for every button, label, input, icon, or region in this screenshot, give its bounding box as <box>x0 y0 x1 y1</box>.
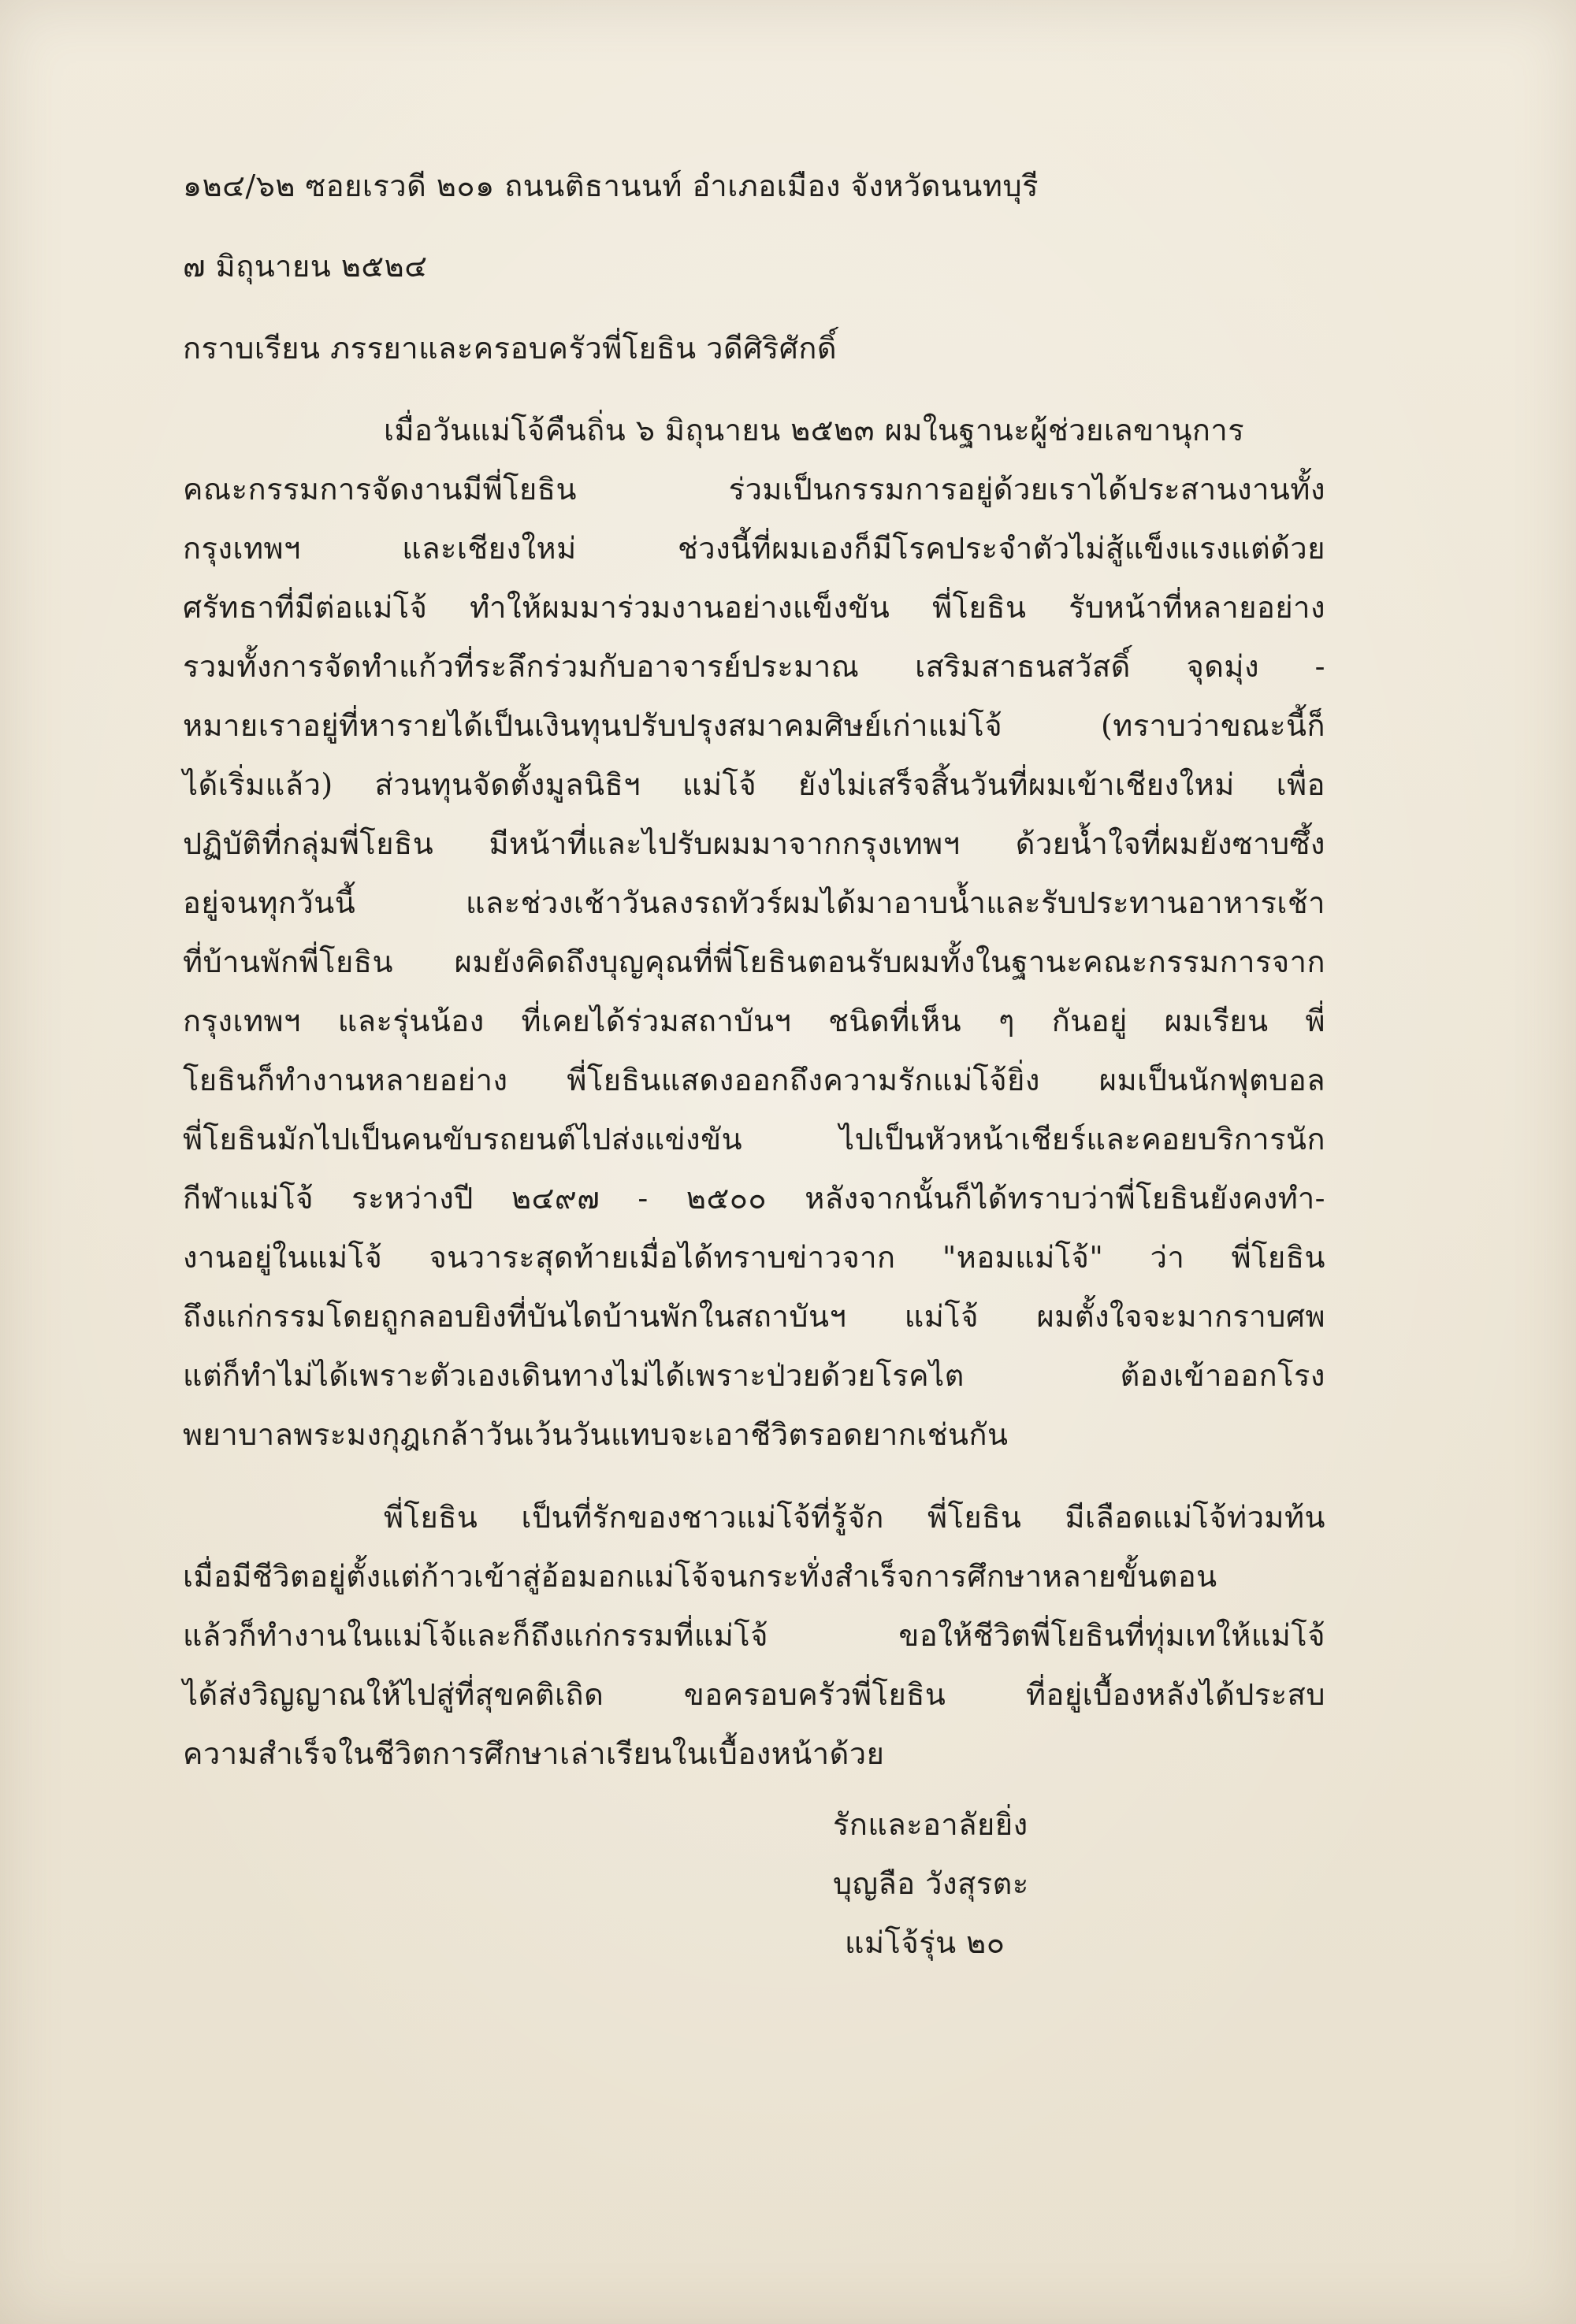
paragraph-1-line: เมื่อวันแม่โจ้คืนถิ่น ๖ มิถุนายน ๒๕๒๓ ผมในฐานะผู้ช่วยเลขานุการ <box>384 413 1245 447</box>
paragraph-1-line: ศรัทธาที่มีต่อแม่โจ้ ทำให้ผมมาร่วมงานอย่างแข็งขัน พี่โยธิน รับหน้าที่หลายอย่าง <box>183 590 1325 625</box>
paragraph-1-line: แต่ก็ทำไม่ได้เพราะตัวเองเดินทางไม่ได้เพราะป่วยด้วยโรคไต ต้องเข้าออกโรง <box>183 1358 1325 1393</box>
paragraph-2-line: เมื่อมีชีวิตอยู่ตั้งแต่ก้าวเข้าสู่อ้อมอกแม่โจ้จนกระทั่งสำเร็จการศึกษาหลายขั้นตอน <box>183 1559 1217 1594</box>
paragraph-2-line: พี่โยธิน เป็นที่รักของชาวแม่โจ้ที่รู้จัก พี่โยธิน มีเลือดแม่โจ้ท่วมท้น <box>384 1500 1325 1535</box>
paragraph-2-line: ได้ส่งวิญญาณให้ไปสู่ที่สุขคติเถิด ขอครอบครัวพี่โยธิน ที่อยู่เบื้องหลังได้ประสบ <box>183 1677 1325 1712</box>
paragraph-2-line: ความสำเร็จในชีวิตการศึกษาเล่าเรียนในเบื้องหน้าด้วย <box>183 1736 885 1771</box>
paragraph-1-line: กรุงเทพฯ และเชียงใหม่ ช่วงนี้ที่ผมเองก็มีโรคประจำตัวไม่สู้แข็งแรงแต่ด้วย <box>183 531 1325 566</box>
sender-address: ๑๒๔/๖๒ ซอยเรวดี ๒๐๑ ถนนติธานนท์ อำเภอเมือง จังหวัดนนทบุรี <box>183 169 1039 203</box>
paragraph-1-line: คณะกรรมการจัดงานมีพี่โยธิน ร่วมเป็นกรรมการอยู่ด้วยเราได้ประสานงานทั้ง <box>183 472 1325 507</box>
paragraph-1-line: หมายเราอยู่ที่หารายได้เป็นเงินทุนปรับปรุงสมาคมศิษย์เก่าแม่โจ้ (ทราบว่าขณะนี้ก็ <box>183 708 1325 743</box>
paragraph-1-line: กรุงเทพฯ และรุ่นน้อง ที่เคยได้ร่วมสถาบันฯ ชนิดที่เห็น ๆ กันอยู่ ผมเรียน พี่ <box>183 1004 1325 1038</box>
paragraph-1-line: ที่บ้านพักพี่โยธิน ผมยังคิดถึงบุญคุณที่พี่โยธินตอนรับผมทั้งในฐานะคณะกรรมการจาก <box>183 945 1325 979</box>
paragraph-1-line: รวมทั้งการจัดทำแก้วที่ระลึกร่วมกับอาจารย์ประมาณ เสริมสาธนสวัสดิ์ จุดมุ่ง - <box>183 649 1325 684</box>
letter-date: ๗ มิถุนายน ๒๕๒๔ <box>183 249 428 284</box>
paragraph-1-line: อยู่จนทุกวันนี้ และช่วงเช้าวันลงรถทัวร์ผมได้มาอาบน้ำและรับประทานอาหารเช้า <box>183 885 1325 920</box>
paragraph-2-line: แล้วก็ทำงานในแม่โจ้และก็ถึงแก่กรรมที่แม่โจ้ ขอให้ชีวิตพี่โยธินที่ทุ่มเทให้แม่โจ้ <box>183 1618 1325 1653</box>
salutation: กราบเรียน ภรรยาและครอบครัวพี่โยธิน วดีศิริศักดิ์ <box>183 331 838 366</box>
paragraph-1-line: ปฏิบัติที่กลุ่มพี่โยธิน มีหน้าที่และไปรับผมมาจากกรุงเทพฯ ด้วยน้ำใจที่ผมยังซาบซึ้ง <box>183 826 1325 861</box>
paragraph-1-line: พี่โยธินมักไปเป็นคนขับรถยนต์ไปส่งแข่งขัน ไปเป็นหัวหน้าเชียร์และคอยบริการนัก <box>183 1122 1325 1156</box>
paragraph-1-line: กีฬาแม่โจ้ ระหว่างปี ๒๔๙๗ - ๒๕๐๐ หลังจากนั้นก็ได้ทราบว่าพี่โยธินยังคงทำ- <box>183 1181 1325 1216</box>
paragraph-1-line: โยธินก็ทำงานหลายอย่าง พี่โยธินแสดงออกถึงความรักแม่โจ้ยิ่ง ผมเป็นนักฟุตบอล <box>183 1063 1325 1097</box>
paragraph-1-line: งานอยู่ในแม่โจ้ จนวาระสุดท้ายเมื่อได้ทราบข่าวจาก "หอมแม่โจ้" ว่า พี่โยธิน <box>183 1240 1325 1275</box>
paragraph-1-line: ได้เริ่มแล้ว) ส่วนทุนจัดตั้งมูลนิธิฯ แม่โจ้ ยังไม่เสร็จสิ้นวันที่ผมเข้าเชียงใหม่ เพื่อ <box>183 767 1325 802</box>
signer-name: บุญลือ วังสุรตะ <box>833 1866 1029 1901</box>
paragraph-1-line: พยาบาลพระมงกุฎเกล้าวันเว้นวันแทบจะเอาชีวิตรอดยากเช่นกัน <box>183 1417 1009 1452</box>
closing-phrase: รักและอาลัยยิ่ง <box>833 1807 1028 1842</box>
signer-class: แม่โจ้รุ่น ๒๐ <box>845 1925 1005 1960</box>
paragraph-1-line: ถึงแก่กรรมโดยถูกลอบยิงที่บันไดบ้านพักในสถาบันฯ แม่โจ้ ผมตั้งใจจะมากราบศพ <box>183 1299 1325 1334</box>
